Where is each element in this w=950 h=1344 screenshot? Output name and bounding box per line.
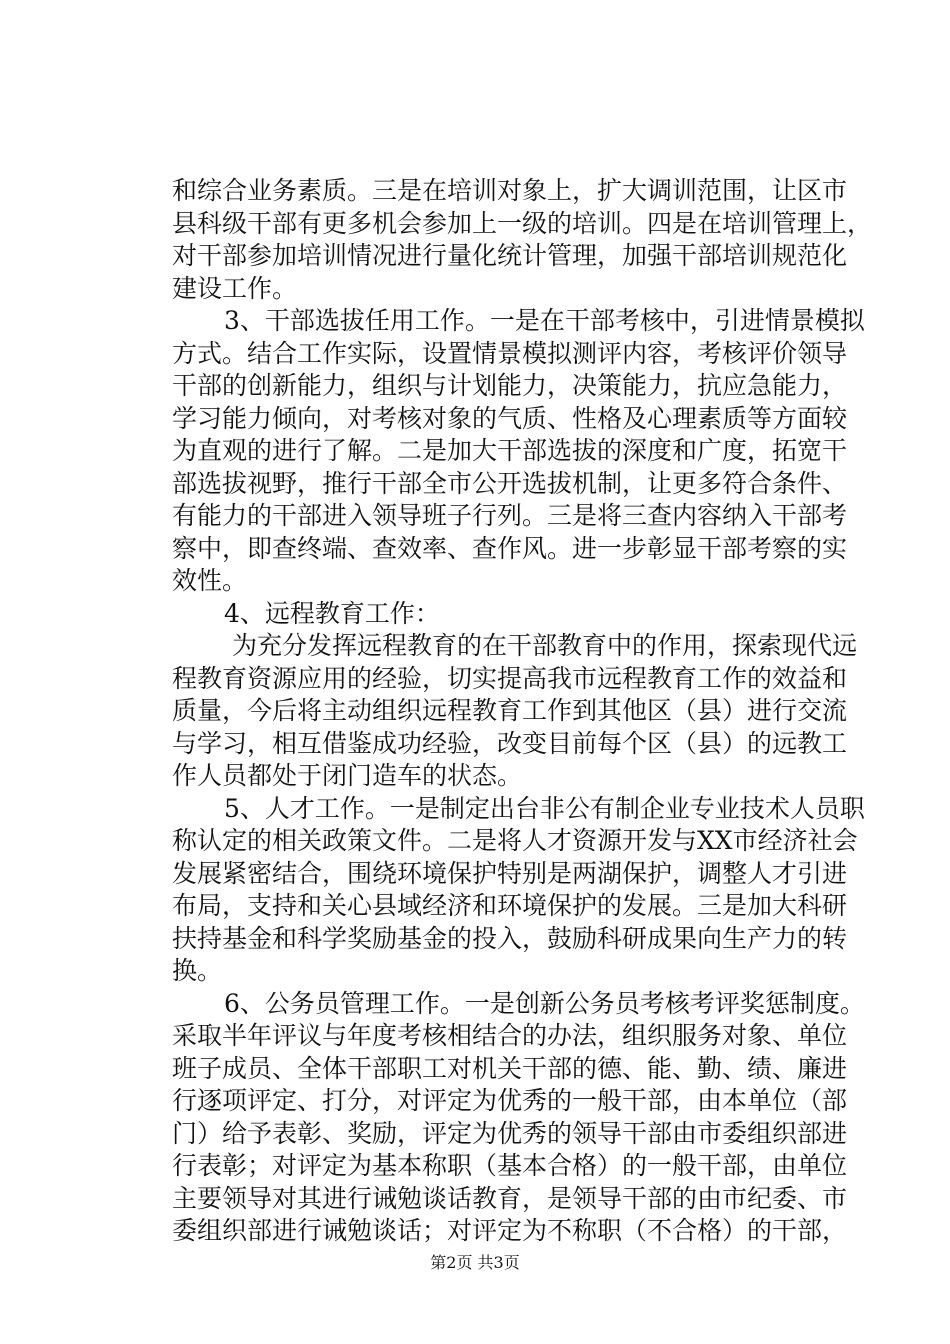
text-line: 行逐项评定、打分，对评定为优秀的一般干部，由本单位（部 — [172, 1086, 848, 1115]
text-line: 为直观的进行了解。二是加大干部选拔的深度和广度，拓宽干 — [172, 436, 848, 465]
text-line: 建设工作。 — [172, 273, 298, 303]
text-line: 扶持基金和科学奖励基金的投入，鼓励科研成果向生产力的转 — [172, 923, 848, 953]
text-line: 委组织部进行诫勉谈话；对评定为不称职（不合格）的干部， — [172, 1216, 848, 1245]
text-line: 方式。结合工作实际，设置情景模拟测评内容，考核评价领导 — [172, 338, 848, 368]
text-line: 与学习，相互借鉴成功经验，改变目前每个区（县）的远教工 — [172, 728, 848, 758]
text-line: 门）给予表彰、奖励，评定为优秀的领导干部由市委组织部进 — [172, 1118, 848, 1148]
text-line: 3、干部选拔任用工作。一是在干部考核中，引进情景模拟 — [224, 306, 865, 335]
text-line: 作人员都处于闭门造车的状态。 — [172, 761, 523, 790]
text-line: 主要领导对其进行诫勉谈话教育，是领导干部的由市纪委、市 — [172, 1183, 848, 1213]
text-line: 发展紧密结合，围绕环境保护特别是两湖保护，调整人才引进 — [172, 858, 848, 888]
text-line: 6、公务员管理工作。一是创新公务员考核考评奖惩制度。 — [224, 988, 865, 1018]
text-line: 有能力的干部进入领导班子行列。三是将三查内容纳入干部考 — [172, 501, 848, 530]
text-line: 和综合业务素质。三是在培训对象上，扩大调训范围，让区市 — [172, 176, 848, 205]
text-line: 县科级干部有更多机会参加上一级的培训。四是在培训管理上， — [172, 208, 873, 238]
text-line: 换。 — [172, 956, 223, 985]
text-line: 行表彰；对评定为基本称职（基本合格）的一般干部，由单位 — [172, 1151, 848, 1180]
text-line: 干部的创新能力，组织与计划能力，决策能力，抗应急能力， — [172, 371, 848, 400]
text-line: 效性。 — [172, 566, 248, 595]
text-line: 采取半年评议与年度考核相结合的办法，组织服务对象、单位 — [172, 1021, 848, 1050]
document-body — [172, 175, 873, 1248]
text-line: 程教育资源应用的经验，切实提高我市远程教育工作的效益和 — [172, 663, 848, 693]
text-line: 察中，即查终端、查效率、查作风。进一步彰显干部考察的实 — [172, 533, 848, 563]
text-line: 学习能力倾向，对考核对象的气质、性格及心理素质等方面较 — [172, 403, 848, 433]
text-line: 5、人才工作。一是制定出台非公有制企业专业技术人员职 — [224, 793, 865, 823]
section-heading: 4、远程教育工作： — [224, 598, 440, 628]
text-line: 班子成员、全体干部职工对机关干部的德、能、勤、绩、廉进 — [172, 1053, 848, 1083]
text-line: 质量，今后将主动组织远程教育工作到其他区（县）进行交流 — [172, 696, 848, 725]
text-line: 称认定的相关政策文件。二是将人才资源开发与XX市经济社会 — [172, 826, 858, 855]
text-line: 布局，支持和关心县域经济和环境保护的发展。三是加大科研 — [172, 891, 848, 920]
text-line: 为充分发挥远程教育的在干部教育中的作用，探索现代远 — [232, 631, 858, 660]
text-line: 对干部参加培训情况进行量化统计管理，加强干部培训规范化 — [172, 241, 848, 270]
page-number: 第2页 共3页 — [430, 1253, 520, 1272]
text-line: 部选拔视野，推行干部全市公开选拔机制，让更多符合条件、 — [172, 468, 848, 498]
